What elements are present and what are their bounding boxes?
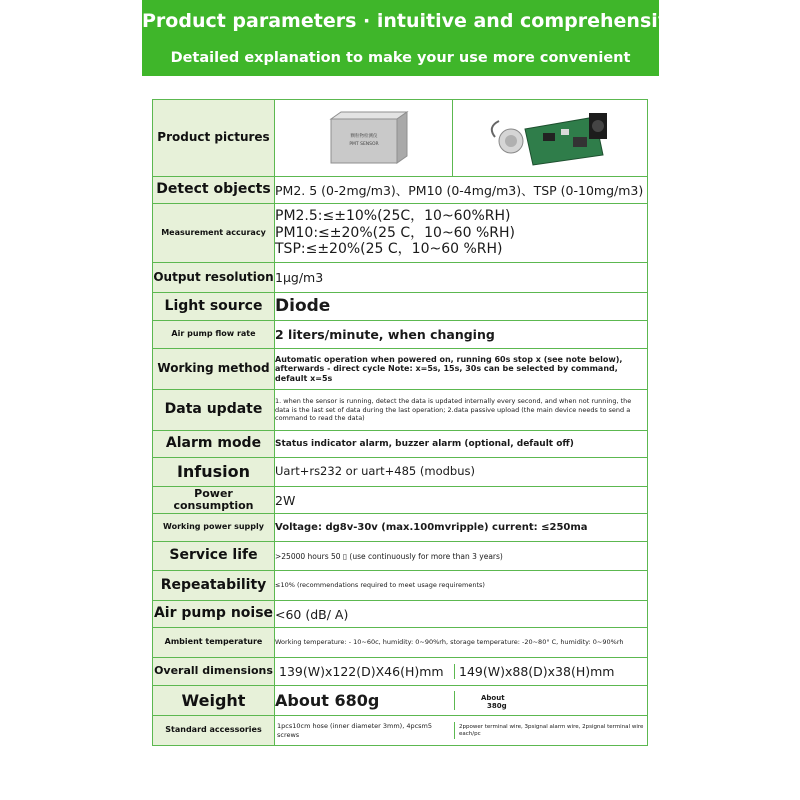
weight-value-2 <box>455 692 647 710</box>
table-row <box>153 716 648 746</box>
table-row <box>153 177 648 204</box>
product-pictures-cell <box>275 100 648 177</box>
alarm-mode-value: Status indicator alarm, buzzer alarm (optional, default off) <box>275 431 648 458</box>
table-row <box>153 686 648 716</box>
flow-rate-value: 2 liters/minute, when changing <box>275 321 648 349</box>
box-label-en: PMT SENSOR <box>348 142 379 147</box>
row-label-update: Data update <box>153 390 275 431</box>
infusion-value: Uart+rs232 or uart+485 (modbus) <box>275 458 648 487</box>
accessories-value-1: 1pcs10cm hose (inner diameter 3mm), 4pcsm5 screws <box>275 722 455 738</box>
table-row <box>153 293 648 321</box>
banner-title: Product parameters · intuitive and comprehensive <box>142 10 684 32</box>
weight-cell <box>275 686 648 716</box>
table-row <box>153 487 648 514</box>
table-row <box>153 431 648 458</box>
table-row <box>153 542 648 571</box>
table-row <box>153 514 648 542</box>
power-consumption-value: 2W <box>275 487 648 514</box>
accessories-cell <box>275 716 648 746</box>
row-label-power: Power consumption <box>153 487 275 514</box>
weight-value-2-line2: 380g <box>487 701 507 710</box>
accessories-value-2: 2ppower terminal wire, 3psignal alarm wire, 2psignal terminal wire each/pc <box>459 723 644 737</box>
row-label-pictures: Product pictures <box>153 100 275 177</box>
repeatability-value: ≤10% (recommendations required to meet usage requirements) <box>275 571 648 601</box>
dimensions-value-1: 139(W)x122(D)X46(H)mm <box>275 664 455 679</box>
weight-value-2-line1: About <box>481 693 505 702</box>
light-source-value: Diode <box>275 293 648 321</box>
row-label-infusion: Infusion <box>153 458 275 487</box>
row-label-detect: Detect objects <box>153 177 275 204</box>
row-label-life: Service life <box>153 542 275 571</box>
row-label-ambient: Ambient temperature <box>153 628 275 658</box>
data-update-value: 1. when the sensor is running, detect the data is updated internally every second, and when not running, the data is the last set of data during the last operation; 2.data passive upload (the main device needs to send a command to read the data) <box>275 390 648 431</box>
service-life-value: >25000 hours 50 ▯ (use continuously for more than 3 years) <box>275 542 648 571</box>
dimensions-cell <box>275 658 648 686</box>
row-label-alarm: Alarm mode <box>153 431 275 458</box>
power-supply-value: Voltage: dg8v-30v (max.100mvripple) current: ≤250ma <box>275 514 648 542</box>
pump-noise-value: <60 (dB/ A) <box>275 601 648 628</box>
row-label-dimensions: Overall dimensions <box>153 658 275 686</box>
table-row <box>153 571 648 601</box>
product-image-metal-box <box>275 100 453 176</box>
row-label-weight: Weight <box>153 686 275 716</box>
row-label-method: Working method <box>153 349 275 390</box>
table-row <box>153 628 648 658</box>
row-label-supply: Working power supply <box>153 514 275 542</box>
table-row <box>153 263 648 293</box>
row-label-resolution: Output resolution <box>153 263 275 293</box>
row-label-flow: Air pump flow rate <box>153 321 275 349</box>
resolution-value: 1μg/m3 <box>275 263 648 293</box>
header-banner <box>142 0 684 76</box>
table-row <box>153 349 648 390</box>
accuracy-line-pm10: PM10:≤±20%(25 C，10~60 %RH) <box>275 224 515 241</box>
product-image-sensor-board <box>453 100 647 176</box>
weight-value-1: About 680g <box>275 691 455 710</box>
dimensions-value-2: 149(W)x88(D)x38(H)mm <box>459 664 615 679</box>
row-label-noise: Air pump noise <box>153 601 275 628</box>
table-row <box>153 100 648 177</box>
banner-subtitle: Detailed explanation to make your use more convenient <box>170 50 631 66</box>
table-row <box>153 390 648 431</box>
table-row <box>153 458 648 487</box>
box-label-cn: 颗粒物检测仪 <box>350 134 377 139</box>
table-row <box>153 658 648 686</box>
working-method-value: Automatic operation when powered on, running 60s stop x (see note below), afterwards - direct cycle Note: x=5s, 15s, 30s can be selected by command, default x=5s <box>275 349 648 390</box>
table-row <box>153 204 648 263</box>
accuracy-line-tsp: TSP:≤±20%(25 C，10~60 %RH) <box>275 241 503 258</box>
detect-objects-value: PM2. 5 (0-2mg/m3)、PM10 (0-4mg/m3)、TSP (0-10mg/m3) <box>275 177 648 204</box>
row-label-light: Light source <box>153 293 275 321</box>
row-label-accuracy: Measurement accuracy <box>153 204 275 263</box>
table-row <box>153 321 648 349</box>
row-label-accessories: Standard accessories <box>153 716 275 746</box>
row-label-repeat: Repeatability <box>153 571 275 601</box>
accuracy-value <box>275 204 648 263</box>
table-row <box>153 601 648 628</box>
ambient-temperature-value: Working temperature: - 10~60c, humidity: 0~90%rh, storage temperature: -20~80° C, humidity: 0~90%rh <box>275 628 648 658</box>
spec-table <box>152 99 648 746</box>
accuracy-line-pm25: PM2.5:≤±10%(25C，10~60%RH) <box>275 207 511 224</box>
